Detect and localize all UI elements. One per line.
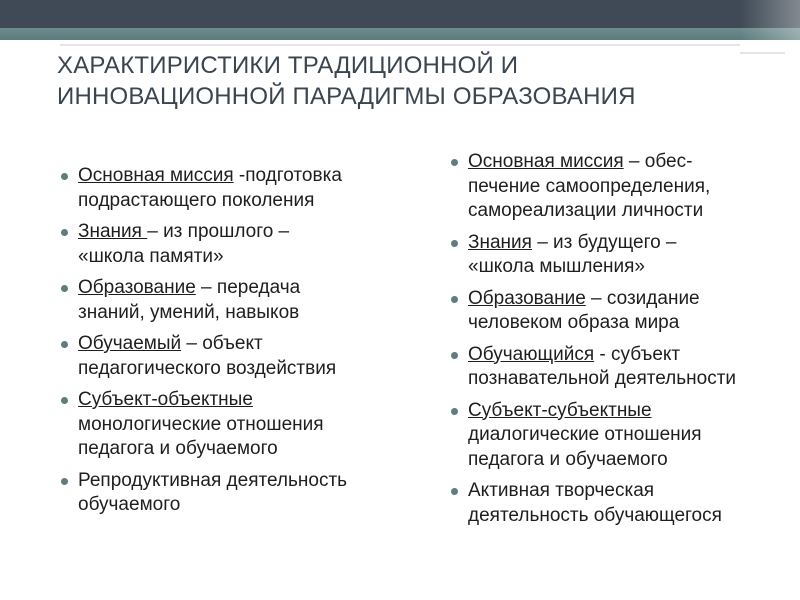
item-term: Субъект-объектные (78, 389, 253, 410)
item-line: монологические отношения (78, 413, 324, 435)
bullet-icon (451, 408, 458, 415)
item-text: – из будущего – (531, 231, 677, 253)
bullet-icon (451, 240, 458, 247)
list-item (450, 231, 790, 280)
slide-title (57, 50, 777, 112)
bullet-icon (451, 296, 458, 303)
list-item (60, 469, 405, 518)
item-text: – созидание (585, 287, 700, 309)
item-line: педагогического воздействия (78, 357, 337, 379)
item-line: человеком образа мира (468, 312, 680, 333)
innovative-paradigm-column (450, 150, 790, 535)
item-line: «школа памяти» (78, 245, 224, 267)
list-item (60, 276, 405, 325)
item-line: Репродуктивная деятельность (78, 469, 348, 491)
list-item (450, 287, 790, 336)
bullet-icon (451, 488, 458, 495)
bullet-icon (61, 478, 68, 485)
item-term: Обучающийся (468, 343, 595, 365)
item-line: педагога и обучаемого (78, 438, 278, 459)
item-line: знаний, умений, навыков (78, 301, 300, 323)
item-term: Субъект-субъектные (468, 399, 652, 421)
item-text: – из прошлого – (147, 221, 290, 242)
item-line (78, 164, 405, 189)
item-line: «школа мышления» (468, 256, 645, 277)
list-item (60, 332, 405, 381)
item-text: -подготовка (233, 165, 342, 186)
item-line (78, 388, 405, 413)
header-accent-stripe (0, 28, 800, 40)
header-bar (0, 0, 800, 28)
item-term: Образование (78, 277, 196, 298)
item-line (468, 343, 790, 368)
item-line: диалогические отношения (468, 424, 702, 445)
list-item (60, 388, 405, 462)
item-line: познавательной деятельности (468, 368, 737, 389)
item-line (78, 276, 405, 301)
item-term: Основная миссия (468, 151, 624, 172)
item-line (468, 287, 790, 312)
list-item (450, 150, 790, 224)
item-text: – обес- (623, 151, 693, 172)
list-item (60, 164, 405, 213)
traditional-list (60, 164, 405, 518)
list-item (450, 399, 790, 473)
item-term: Знания (78, 221, 148, 242)
item-term: Обучаемый (78, 333, 182, 354)
item-line: самореализации личности (468, 200, 704, 221)
traditional-paradigm-column (60, 164, 405, 525)
header-shade (740, 0, 800, 40)
item-line: подрастающего поколения (78, 189, 315, 211)
item-line: деятельность обучающегося (468, 504, 722, 526)
item-line: печение самоопределения, (468, 175, 711, 197)
item-line: обучаемого (78, 494, 181, 515)
item-term: Образование (468, 287, 586, 309)
title-line-2: ИННОВАЦИОННОЙ ПАРАДИГМЫ ОБРАЗОВАНИЯ (57, 83, 636, 110)
item-text: - субъект (594, 343, 681, 365)
item-line (78, 220, 405, 245)
bullet-icon (451, 159, 458, 166)
item-line: Активная творческая (468, 480, 655, 501)
bullet-icon (61, 229, 68, 236)
bullet-icon (451, 352, 458, 359)
list-item (450, 343, 790, 392)
title-line-1: ХАРАКТИРИСТИКИ ТРАДИЦИОННОЙ И (57, 52, 519, 79)
list-item (60, 220, 405, 269)
item-line (468, 399, 790, 424)
item-term: Знания (468, 231, 532, 253)
bullet-icon (61, 285, 68, 292)
item-line: педагога и обучаемого (468, 448, 668, 470)
item-text: – передача (195, 277, 301, 298)
list-item (450, 479, 790, 528)
item-line (468, 231, 790, 256)
bullet-icon (61, 341, 68, 348)
item-line (78, 332, 405, 357)
item-term: Основная миссия (78, 165, 234, 186)
innovative-list (450, 150, 790, 528)
title-divider-line (60, 44, 740, 46)
bullet-icon (61, 173, 68, 180)
item-line (468, 150, 790, 175)
bullet-icon (61, 397, 68, 404)
item-text: – объект (181, 333, 263, 354)
